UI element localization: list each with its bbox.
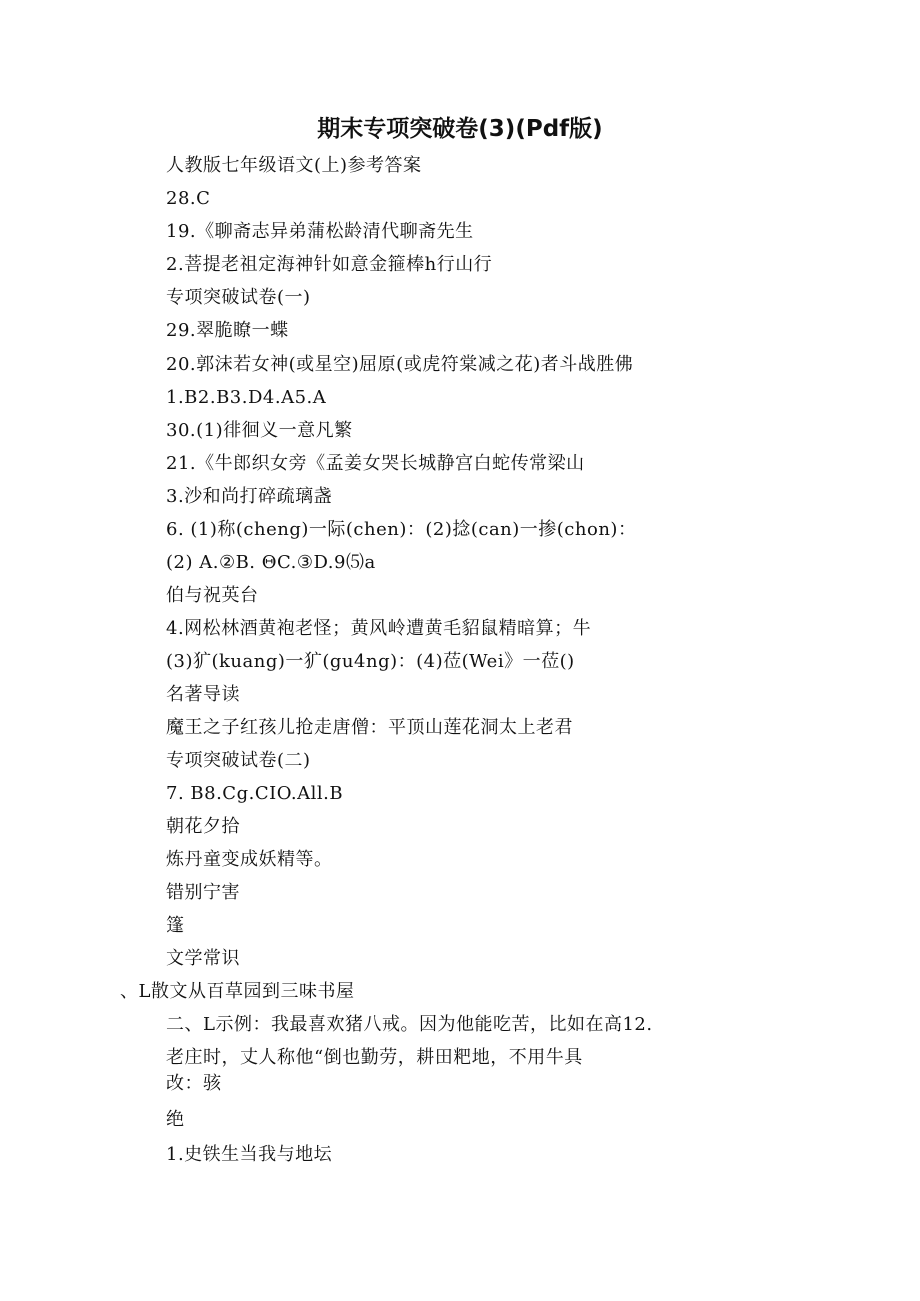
text-line: 21.《牛郎织女旁《孟姜女哭长城静宫白蛇传常梁山 — [166, 453, 585, 474]
text-line: 20.郭沫若女神(或星空)屈原(或虎符棠减之花)者斗战胜佛 — [166, 354, 634, 375]
text-line: 专项突破试卷(二) — [166, 750, 311, 771]
text-line: 1.史铁生当我与地坛 — [166, 1144, 333, 1165]
text-line: 、L散文从百草园到三味书屋 — [120, 981, 355, 1002]
text-line: 伯与祝英台 — [166, 585, 259, 606]
text-line: 名著导读 — [166, 684, 240, 705]
text-line: 文学常识 — [166, 948, 240, 969]
text-line: 4.网松林酒黄袍老怪；黄风岭遭黄毛貂鼠精暗算；牛 — [166, 618, 592, 639]
text-line: 29.翠脆瞭一蝶 — [166, 320, 289, 341]
text-line: 30.(1)徘徊义一意凡繁 — [166, 420, 353, 441]
text-line: 绝 — [166, 1109, 185, 1130]
text-line: 错别宁害 — [166, 882, 240, 903]
text-line: 6. (1)称(cheng)一际(chen)：(2)捻(can)一掺(chon)： — [166, 519, 637, 540]
text-line: 专项突破试卷(一) — [166, 287, 311, 308]
text-line: 人教版七年级语文(上)参考答案 — [166, 155, 422, 176]
text-line: 2.菩提老祖定海神针如意金箍棒h行山行 — [166, 254, 493, 275]
text-line: 魔王之子红孩儿抢走唐僧：平顶山莲花洞太上老君 — [166, 717, 573, 738]
document-title: 期末专项突破卷(3)(Pdf版) — [317, 116, 603, 142]
text-line: 二、L示例：我最喜欢猪八戒。因为他能吃苦，比如在高12. — [166, 1014, 653, 1035]
text-line: 1.B2.B3.D4.A5.A — [166, 387, 327, 408]
text-line: 28.C — [166, 188, 211, 209]
text-line: 7. B8.Cg.CIO.All.B — [166, 783, 344, 804]
text-line: 篷 — [166, 915, 185, 936]
text-line: 炼丹童变成妖精等。 — [166, 849, 333, 870]
text-line: 改：骇 — [166, 1073, 222, 1094]
text-line: (3)犷(kuang)一犷(gu4ng)：(4)莅(Wei》一莅() — [166, 651, 575, 672]
text-line: 朝花夕拾 — [166, 816, 240, 837]
text-line: 19.《聊斋志异弟蒲松龄清代聊斋先生 — [166, 221, 474, 242]
text-line: (2) A.②B. ΘC.③D.9⑸a — [166, 552, 376, 573]
text-line: 老庄时，丈人称他“倒也勤劳，耕田粑地，不用牛具 — [166, 1047, 583, 1068]
text-line: 3.沙和尚打碎疏璃盏 — [166, 486, 333, 507]
